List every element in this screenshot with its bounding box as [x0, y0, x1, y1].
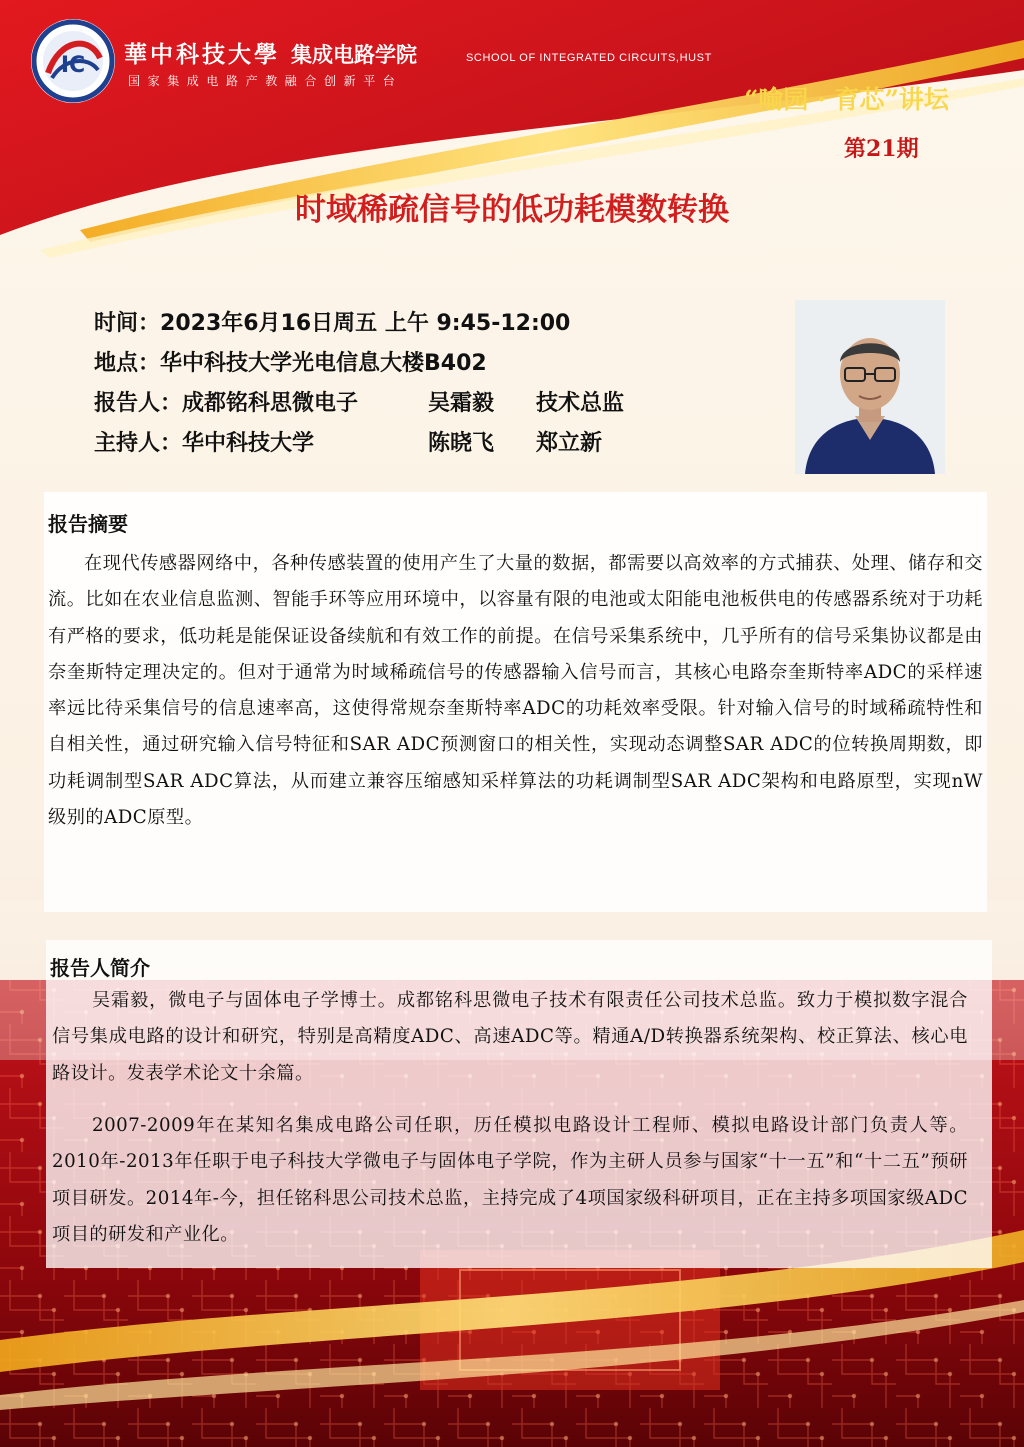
host-label: 主持人：: [94, 431, 183, 456]
time-line: [94, 306, 570, 337]
place-label: 地点：: [94, 351, 161, 376]
abstract-heading: 报告摘要: [48, 512, 128, 536]
bio-paragraph-2: 2007-2009年在某知名集成电路公司任职，历任模拟电路设计工程师、模拟电路设计部门负责人等。2010年-2013年任职于电子科技大学微电子与固体电子学院，作为主研人员参与国家“十一五”和“十二五”预研项目研发。2014年-今，担任铭科思公司技术总监，主持完成了4项国家级科研项目，正在主持多项国家级ADC项目的研发和产业化。: [52, 1115, 968, 1245]
university-name: 華中科技大學: [124, 41, 280, 68]
school-name: [124, 36, 417, 69]
time-label: 时间：: [94, 311, 161, 336]
place-value: 华中科技大学光电信息大楼B402: [160, 351, 487, 376]
host-name-1: 陈晓飞: [428, 431, 495, 456]
speaker-title: 技术总监: [536, 391, 625, 416]
speaker-photo: [795, 300, 945, 474]
bio-paragraph-1: 吴霜毅，微电子与固体电子学博士。成都铭科思微电子技术有限责任公司技术总监。致力于模拟数字混合信号集成电路的设计和研究，特别是高精度ADC、高速ADC等。精通A/D转换器系统架构、校正算法、核心电路设计。发表学术论文十余篇。: [52, 990, 968, 1084]
logo-text: IC: [60, 53, 86, 78]
speaker-label: 报告人：: [94, 391, 183, 416]
school-name-en: SCHOOL OF INTEGRATED CIRCUITS,HUST: [466, 52, 712, 64]
host-line: [94, 426, 602, 457]
forum-issue: 第21期: [844, 136, 919, 162]
time-value: 2023年6月16日周五 上午 9:45-12:00: [160, 311, 571, 336]
host-name-2: 郑立新: [536, 431, 603, 456]
school-name-cn: 集成电路学院: [291, 43, 418, 67]
talk-title: 时域稀疏信号的低功耗模数转换: [295, 192, 729, 228]
host-org: 华中科技大学: [182, 431, 315, 456]
speaker-org: 成都铭科思微电子: [182, 391, 359, 416]
abstract-text: 在现代传感器网络中，各种传感装置的使用产生了大量的数据，都需要以高效率的方式捕获、处理、储存和交流。比如在农业信息监测、智能手环等应用环境中，以容量有限的电池或太阳能电池板供电的传感器系统对于功耗有严格的要求，低功耗是能保证设备续航和有效工作的前提。在信号采集系统中，几乎所有的信号采集协议都是由奈奎斯特定理决定的。但对于通常为时域稀疏信号的传感器输入信号而言，其核心电路奈奎斯特率ADC的采样速率远比待采集信号的信息速率高，这使得常规奈奎斯特率ADC的功耗效率受限。针对输入信号的时域稀疏特性和自相关性，通过研究输入信号特征和SAR ADC预测窗口的相关性，实现动态调整SAR ADC的位转换周期数，即功耗调制型SAR ADC算法，从而建立兼容压缩感知采样算法的功耗调制型SAR ADC架构和电路原型，实现nW级别的ADC原型。: [48, 553, 983, 829]
platform-name: 国家集成电路产教融合创新平台: [128, 74, 403, 88]
place-line: [94, 346, 487, 377]
speaker-name: 吴霜毅: [428, 391, 495, 416]
forum-name: “喻园 · 育芯”讲坛: [744, 85, 949, 114]
bio-heading: 报告人简介: [50, 956, 150, 980]
speaker-line: [94, 386, 624, 417]
university-logo: [30, 18, 116, 104]
